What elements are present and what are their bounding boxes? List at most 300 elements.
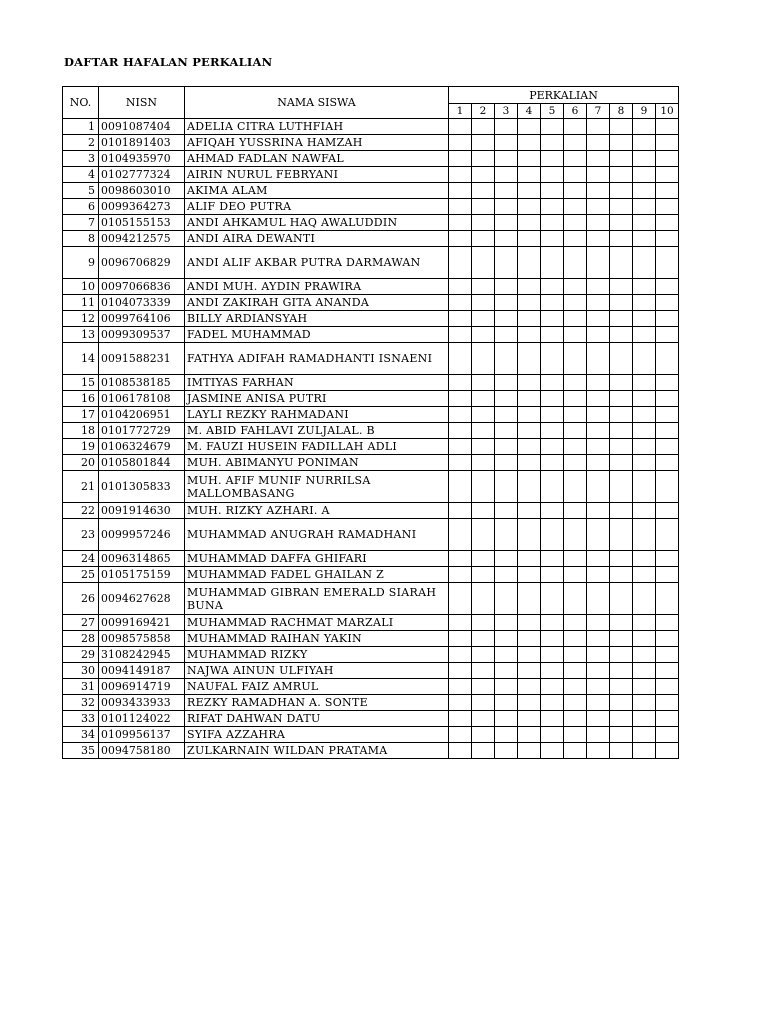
multiplication-check-cell-6[interactable] (564, 567, 587, 583)
multiplication-check-cell-10[interactable] (656, 231, 679, 247)
multiplication-check-cell-9[interactable] (633, 247, 656, 279)
multiplication-check-cell-7[interactable] (587, 295, 610, 311)
multiplication-check-cell-2[interactable] (472, 743, 495, 759)
multiplication-check-cell-6[interactable] (564, 455, 587, 471)
multiplication-check-cell-1[interactable] (449, 647, 472, 663)
multiplication-check-cell-9[interactable] (633, 343, 656, 375)
multiplication-check-cell-8[interactable] (610, 647, 633, 663)
multiplication-check-cell-10[interactable] (656, 503, 679, 519)
multiplication-check-cell-3[interactable] (495, 631, 518, 647)
multiplication-check-cell-4[interactable] (518, 119, 541, 135)
multiplication-check-cell-6[interactable] (564, 327, 587, 343)
multiplication-check-cell-5[interactable] (541, 471, 564, 503)
multiplication-check-cell-4[interactable] (518, 231, 541, 247)
multiplication-check-cell-3[interactable] (495, 471, 518, 503)
multiplication-check-cell-4[interactable] (518, 279, 541, 295)
multiplication-check-cell-8[interactable] (610, 663, 633, 679)
multiplication-check-cell-6[interactable] (564, 311, 587, 327)
multiplication-check-cell-7[interactable] (587, 695, 610, 711)
multiplication-check-cell-8[interactable] (610, 551, 633, 567)
multiplication-check-cell-10[interactable] (656, 711, 679, 727)
multiplication-check-cell-10[interactable] (656, 583, 679, 615)
multiplication-check-cell-3[interactable] (495, 455, 518, 471)
multiplication-check-cell-5[interactable] (541, 199, 564, 215)
multiplication-check-cell-8[interactable] (610, 439, 633, 455)
multiplication-check-cell-5[interactable] (541, 375, 564, 391)
multiplication-check-cell-10[interactable] (656, 295, 679, 311)
multiplication-check-cell-9[interactable] (633, 567, 656, 583)
multiplication-check-cell-9[interactable] (633, 199, 656, 215)
multiplication-check-cell-7[interactable] (587, 455, 610, 471)
multiplication-check-cell-1[interactable] (449, 167, 472, 183)
multiplication-check-cell-10[interactable] (656, 199, 679, 215)
multiplication-check-cell-1[interactable] (449, 663, 472, 679)
multiplication-check-cell-2[interactable] (472, 727, 495, 743)
multiplication-check-cell-6[interactable] (564, 135, 587, 151)
multiplication-check-cell-8[interactable] (610, 503, 633, 519)
multiplication-check-cell-8[interactable] (610, 519, 633, 551)
multiplication-check-cell-7[interactable] (587, 711, 610, 727)
multiplication-check-cell-3[interactable] (495, 119, 518, 135)
multiplication-check-cell-10[interactable] (656, 743, 679, 759)
multiplication-check-cell-10[interactable] (656, 279, 679, 295)
multiplication-check-cell-10[interactable] (656, 647, 679, 663)
multiplication-check-cell-7[interactable] (587, 647, 610, 663)
multiplication-check-cell-7[interactable] (587, 503, 610, 519)
multiplication-check-cell-1[interactable] (449, 199, 472, 215)
multiplication-check-cell-7[interactable] (587, 279, 610, 295)
multiplication-check-cell-9[interactable] (633, 519, 656, 551)
multiplication-check-cell-4[interactable] (518, 167, 541, 183)
multiplication-check-cell-6[interactable] (564, 151, 587, 167)
multiplication-check-cell-7[interactable] (587, 727, 610, 743)
multiplication-check-cell-5[interactable] (541, 551, 564, 567)
multiplication-check-cell-5[interactable] (541, 167, 564, 183)
multiplication-check-cell-10[interactable] (656, 135, 679, 151)
multiplication-check-cell-2[interactable] (472, 567, 495, 583)
multiplication-check-cell-6[interactable] (564, 551, 587, 567)
multiplication-check-cell-5[interactable] (541, 695, 564, 711)
multiplication-check-cell-1[interactable] (449, 583, 472, 615)
multiplication-check-cell-2[interactable] (472, 695, 495, 711)
multiplication-check-cell-5[interactable] (541, 135, 564, 151)
multiplication-check-cell-9[interactable] (633, 647, 656, 663)
multiplication-check-cell-4[interactable] (518, 711, 541, 727)
multiplication-check-cell-6[interactable] (564, 679, 587, 695)
multiplication-check-cell-9[interactable] (633, 551, 656, 567)
multiplication-check-cell-1[interactable] (449, 119, 472, 135)
multiplication-check-cell-7[interactable] (587, 215, 610, 231)
multiplication-check-cell-7[interactable] (587, 343, 610, 375)
multiplication-check-cell-6[interactable] (564, 471, 587, 503)
multiplication-check-cell-8[interactable] (610, 679, 633, 695)
multiplication-check-cell-8[interactable] (610, 247, 633, 279)
multiplication-check-cell-7[interactable] (587, 167, 610, 183)
multiplication-check-cell-4[interactable] (518, 471, 541, 503)
multiplication-check-cell-4[interactable] (518, 327, 541, 343)
multiplication-check-cell-6[interactable] (564, 663, 587, 679)
multiplication-check-cell-8[interactable] (610, 391, 633, 407)
multiplication-check-cell-7[interactable] (587, 567, 610, 583)
multiplication-check-cell-3[interactable] (495, 423, 518, 439)
multiplication-check-cell-6[interactable] (564, 519, 587, 551)
multiplication-check-cell-5[interactable] (541, 679, 564, 695)
multiplication-check-cell-1[interactable] (449, 631, 472, 647)
multiplication-check-cell-7[interactable] (587, 471, 610, 503)
multiplication-check-cell-1[interactable] (449, 519, 472, 551)
multiplication-check-cell-3[interactable] (495, 743, 518, 759)
multiplication-check-cell-2[interactable] (472, 279, 495, 295)
multiplication-check-cell-4[interactable] (518, 407, 541, 423)
multiplication-check-cell-9[interactable] (633, 679, 656, 695)
multiplication-check-cell-5[interactable] (541, 247, 564, 279)
multiplication-check-cell-1[interactable] (449, 151, 472, 167)
multiplication-check-cell-10[interactable] (656, 167, 679, 183)
multiplication-check-cell-4[interactable] (518, 503, 541, 519)
multiplication-check-cell-8[interactable] (610, 151, 633, 167)
multiplication-check-cell-1[interactable] (449, 407, 472, 423)
multiplication-check-cell-1[interactable] (449, 727, 472, 743)
multiplication-check-cell-9[interactable] (633, 743, 656, 759)
multiplication-check-cell-6[interactable] (564, 503, 587, 519)
multiplication-check-cell-4[interactable] (518, 295, 541, 311)
multiplication-check-cell-5[interactable] (541, 279, 564, 295)
multiplication-check-cell-2[interactable] (472, 471, 495, 503)
multiplication-check-cell-7[interactable] (587, 519, 610, 551)
multiplication-check-cell-2[interactable] (472, 167, 495, 183)
multiplication-check-cell-4[interactable] (518, 439, 541, 455)
multiplication-check-cell-1[interactable] (449, 375, 472, 391)
multiplication-check-cell-9[interactable] (633, 151, 656, 167)
multiplication-check-cell-4[interactable] (518, 679, 541, 695)
multiplication-check-cell-10[interactable] (656, 663, 679, 679)
multiplication-check-cell-5[interactable] (541, 183, 564, 199)
multiplication-check-cell-7[interactable] (587, 119, 610, 135)
multiplication-check-cell-7[interactable] (587, 247, 610, 279)
multiplication-check-cell-1[interactable] (449, 503, 472, 519)
multiplication-check-cell-10[interactable] (656, 423, 679, 439)
multiplication-check-cell-1[interactable] (449, 471, 472, 503)
multiplication-check-cell-9[interactable] (633, 471, 656, 503)
multiplication-check-cell-2[interactable] (472, 503, 495, 519)
multiplication-check-cell-8[interactable] (610, 311, 633, 327)
multiplication-check-cell-5[interactable] (541, 151, 564, 167)
multiplication-check-cell-5[interactable] (541, 455, 564, 471)
multiplication-check-cell-6[interactable] (564, 199, 587, 215)
multiplication-check-cell-5[interactable] (541, 311, 564, 327)
multiplication-check-cell-8[interactable] (610, 631, 633, 647)
multiplication-check-cell-7[interactable] (587, 407, 610, 423)
multiplication-check-cell-6[interactable] (564, 743, 587, 759)
multiplication-check-cell-5[interactable] (541, 727, 564, 743)
multiplication-check-cell-10[interactable] (656, 119, 679, 135)
multiplication-check-cell-3[interactable] (495, 183, 518, 199)
multiplication-check-cell-7[interactable] (587, 743, 610, 759)
multiplication-check-cell-10[interactable] (656, 551, 679, 567)
multiplication-check-cell-10[interactable] (656, 471, 679, 503)
multiplication-check-cell-1[interactable] (449, 135, 472, 151)
multiplication-check-cell-8[interactable] (610, 215, 633, 231)
multiplication-check-cell-1[interactable] (449, 567, 472, 583)
multiplication-check-cell-8[interactable] (610, 199, 633, 215)
multiplication-check-cell-2[interactable] (472, 663, 495, 679)
multiplication-check-cell-2[interactable] (472, 135, 495, 151)
multiplication-check-cell-7[interactable] (587, 327, 610, 343)
multiplication-check-cell-3[interactable] (495, 519, 518, 551)
multiplication-check-cell-2[interactable] (472, 455, 495, 471)
multiplication-check-cell-3[interactable] (495, 695, 518, 711)
multiplication-check-cell-9[interactable] (633, 663, 656, 679)
multiplication-check-cell-2[interactable] (472, 631, 495, 647)
multiplication-check-cell-8[interactable] (610, 615, 633, 631)
multiplication-check-cell-6[interactable] (564, 439, 587, 455)
multiplication-check-cell-3[interactable] (495, 247, 518, 279)
multiplication-check-cell-2[interactable] (472, 119, 495, 135)
multiplication-check-cell-5[interactable] (541, 503, 564, 519)
multiplication-check-cell-2[interactable] (472, 199, 495, 215)
multiplication-check-cell-4[interactable] (518, 199, 541, 215)
multiplication-check-cell-4[interactable] (518, 183, 541, 199)
multiplication-check-cell-10[interactable] (656, 727, 679, 743)
multiplication-check-cell-10[interactable] (656, 375, 679, 391)
multiplication-check-cell-3[interactable] (495, 151, 518, 167)
multiplication-check-cell-6[interactable] (564, 423, 587, 439)
multiplication-check-cell-4[interactable] (518, 663, 541, 679)
multiplication-check-cell-10[interactable] (656, 567, 679, 583)
multiplication-check-cell-2[interactable] (472, 231, 495, 247)
multiplication-check-cell-5[interactable] (541, 119, 564, 135)
multiplication-check-cell-1[interactable] (449, 295, 472, 311)
multiplication-check-cell-5[interactable] (541, 647, 564, 663)
multiplication-check-cell-1[interactable] (449, 183, 472, 199)
multiplication-check-cell-9[interactable] (633, 711, 656, 727)
multiplication-check-cell-6[interactable] (564, 647, 587, 663)
multiplication-check-cell-10[interactable] (656, 327, 679, 343)
multiplication-check-cell-6[interactable] (564, 295, 587, 311)
multiplication-check-cell-6[interactable] (564, 727, 587, 743)
multiplication-check-cell-2[interactable] (472, 327, 495, 343)
multiplication-check-cell-6[interactable] (564, 407, 587, 423)
multiplication-check-cell-3[interactable] (495, 503, 518, 519)
multiplication-check-cell-4[interactable] (518, 375, 541, 391)
multiplication-check-cell-2[interactable] (472, 295, 495, 311)
multiplication-check-cell-7[interactable] (587, 135, 610, 151)
multiplication-check-cell-8[interactable] (610, 295, 633, 311)
multiplication-check-cell-1[interactable] (449, 551, 472, 567)
multiplication-check-cell-3[interactable] (495, 679, 518, 695)
multiplication-check-cell-2[interactable] (472, 679, 495, 695)
multiplication-check-cell-5[interactable] (541, 663, 564, 679)
multiplication-check-cell-1[interactable] (449, 247, 472, 279)
multiplication-check-cell-9[interactable] (633, 375, 656, 391)
multiplication-check-cell-2[interactable] (472, 423, 495, 439)
multiplication-check-cell-5[interactable] (541, 295, 564, 311)
multiplication-check-cell-2[interactable] (472, 375, 495, 391)
multiplication-check-cell-3[interactable] (495, 199, 518, 215)
multiplication-check-cell-4[interactable] (518, 215, 541, 231)
multiplication-check-cell-3[interactable] (495, 343, 518, 375)
multiplication-check-cell-4[interactable] (518, 151, 541, 167)
multiplication-check-cell-3[interactable] (495, 727, 518, 743)
multiplication-check-cell-1[interactable] (449, 343, 472, 375)
multiplication-check-cell-7[interactable] (587, 615, 610, 631)
multiplication-check-cell-9[interactable] (633, 183, 656, 199)
multiplication-check-cell-5[interactable] (541, 343, 564, 375)
multiplication-check-cell-8[interactable] (610, 231, 633, 247)
multiplication-check-cell-7[interactable] (587, 231, 610, 247)
multiplication-check-cell-1[interactable] (449, 327, 472, 343)
multiplication-check-cell-6[interactable] (564, 215, 587, 231)
multiplication-check-cell-7[interactable] (587, 551, 610, 567)
multiplication-check-cell-4[interactable] (518, 455, 541, 471)
multiplication-check-cell-7[interactable] (587, 151, 610, 167)
multiplication-check-cell-9[interactable] (633, 279, 656, 295)
multiplication-check-cell-3[interactable] (495, 135, 518, 151)
multiplication-check-cell-5[interactable] (541, 231, 564, 247)
multiplication-check-cell-6[interactable] (564, 583, 587, 615)
multiplication-check-cell-4[interactable] (518, 391, 541, 407)
multiplication-check-cell-5[interactable] (541, 439, 564, 455)
multiplication-check-cell-8[interactable] (610, 423, 633, 439)
multiplication-check-cell-6[interactable] (564, 375, 587, 391)
multiplication-check-cell-1[interactable] (449, 311, 472, 327)
multiplication-check-cell-4[interactable] (518, 647, 541, 663)
multiplication-check-cell-2[interactable] (472, 247, 495, 279)
multiplication-check-cell-8[interactable] (610, 183, 633, 199)
multiplication-check-cell-10[interactable] (656, 215, 679, 231)
multiplication-check-cell-9[interactable] (633, 119, 656, 135)
multiplication-check-cell-8[interactable] (610, 167, 633, 183)
multiplication-check-cell-3[interactable] (495, 295, 518, 311)
multiplication-check-cell-2[interactable] (472, 343, 495, 375)
multiplication-check-cell-10[interactable] (656, 407, 679, 423)
multiplication-check-cell-3[interactable] (495, 583, 518, 615)
multiplication-check-cell-8[interactable] (610, 455, 633, 471)
multiplication-check-cell-1[interactable] (449, 215, 472, 231)
multiplication-check-cell-7[interactable] (587, 311, 610, 327)
multiplication-check-cell-7[interactable] (587, 583, 610, 615)
multiplication-check-cell-2[interactable] (472, 183, 495, 199)
multiplication-check-cell-7[interactable] (587, 199, 610, 215)
multiplication-check-cell-3[interactable] (495, 567, 518, 583)
multiplication-check-cell-2[interactable] (472, 407, 495, 423)
multiplication-check-cell-8[interactable] (610, 279, 633, 295)
multiplication-check-cell-1[interactable] (449, 391, 472, 407)
multiplication-check-cell-8[interactable] (610, 695, 633, 711)
multiplication-check-cell-2[interactable] (472, 151, 495, 167)
multiplication-check-cell-9[interactable] (633, 615, 656, 631)
multiplication-check-cell-6[interactable] (564, 183, 587, 199)
multiplication-check-cell-8[interactable] (610, 711, 633, 727)
multiplication-check-cell-7[interactable] (587, 183, 610, 199)
multiplication-check-cell-6[interactable] (564, 711, 587, 727)
multiplication-check-cell-10[interactable] (656, 439, 679, 455)
multiplication-check-cell-9[interactable] (633, 135, 656, 151)
multiplication-check-cell-3[interactable] (495, 711, 518, 727)
multiplication-check-cell-9[interactable] (633, 167, 656, 183)
multiplication-check-cell-5[interactable] (541, 615, 564, 631)
multiplication-check-cell-6[interactable] (564, 279, 587, 295)
multiplication-check-cell-4[interactable] (518, 631, 541, 647)
multiplication-check-cell-3[interactable] (495, 327, 518, 343)
multiplication-check-cell-2[interactable] (472, 439, 495, 455)
multiplication-check-cell-3[interactable] (495, 551, 518, 567)
multiplication-check-cell-1[interactable] (449, 615, 472, 631)
multiplication-check-cell-3[interactable] (495, 663, 518, 679)
multiplication-check-cell-9[interactable] (633, 583, 656, 615)
multiplication-check-cell-4[interactable] (518, 695, 541, 711)
multiplication-check-cell-3[interactable] (495, 647, 518, 663)
multiplication-check-cell-4[interactable] (518, 247, 541, 279)
multiplication-check-cell-5[interactable] (541, 407, 564, 423)
multiplication-check-cell-6[interactable] (564, 231, 587, 247)
multiplication-check-cell-8[interactable] (610, 471, 633, 503)
multiplication-check-cell-2[interactable] (472, 647, 495, 663)
multiplication-check-cell-3[interactable] (495, 439, 518, 455)
multiplication-check-cell-7[interactable] (587, 631, 610, 647)
multiplication-check-cell-5[interactable] (541, 631, 564, 647)
multiplication-check-cell-5[interactable] (541, 423, 564, 439)
multiplication-check-cell-1[interactable] (449, 279, 472, 295)
multiplication-check-cell-5[interactable] (541, 711, 564, 727)
multiplication-check-cell-9[interactable] (633, 503, 656, 519)
multiplication-check-cell-4[interactable] (518, 135, 541, 151)
multiplication-check-cell-1[interactable] (449, 439, 472, 455)
multiplication-check-cell-4[interactable] (518, 615, 541, 631)
multiplication-check-cell-2[interactable] (472, 311, 495, 327)
multiplication-check-cell-1[interactable] (449, 423, 472, 439)
multiplication-check-cell-3[interactable] (495, 215, 518, 231)
multiplication-check-cell-7[interactable] (587, 375, 610, 391)
multiplication-check-cell-9[interactable] (633, 231, 656, 247)
multiplication-check-cell-7[interactable] (587, 423, 610, 439)
multiplication-check-cell-3[interactable] (495, 231, 518, 247)
multiplication-check-cell-7[interactable] (587, 663, 610, 679)
multiplication-check-cell-2[interactable] (472, 391, 495, 407)
multiplication-check-cell-8[interactable] (610, 583, 633, 615)
multiplication-check-cell-6[interactable] (564, 391, 587, 407)
multiplication-check-cell-2[interactable] (472, 583, 495, 615)
multiplication-check-cell-6[interactable] (564, 343, 587, 375)
multiplication-check-cell-10[interactable] (656, 343, 679, 375)
multiplication-check-cell-2[interactable] (472, 711, 495, 727)
multiplication-check-cell-4[interactable] (518, 567, 541, 583)
multiplication-check-cell-1[interactable] (449, 743, 472, 759)
multiplication-check-cell-5[interactable] (541, 743, 564, 759)
multiplication-check-cell-10[interactable] (656, 311, 679, 327)
multiplication-check-cell-7[interactable] (587, 439, 610, 455)
multiplication-check-cell-1[interactable] (449, 711, 472, 727)
multiplication-check-cell-8[interactable] (610, 375, 633, 391)
multiplication-check-cell-1[interactable] (449, 231, 472, 247)
multiplication-check-cell-2[interactable] (472, 615, 495, 631)
multiplication-check-cell-5[interactable] (541, 583, 564, 615)
multiplication-check-cell-9[interactable] (633, 631, 656, 647)
multiplication-check-cell-4[interactable] (518, 423, 541, 439)
multiplication-check-cell-8[interactable] (610, 743, 633, 759)
multiplication-check-cell-4[interactable] (518, 727, 541, 743)
multiplication-check-cell-8[interactable] (610, 343, 633, 375)
multiplication-check-cell-3[interactable] (495, 375, 518, 391)
multiplication-check-cell-3[interactable] (495, 167, 518, 183)
multiplication-check-cell-6[interactable] (564, 695, 587, 711)
multiplication-check-cell-10[interactable] (656, 519, 679, 551)
multiplication-check-cell-8[interactable] (610, 567, 633, 583)
multiplication-check-cell-2[interactable] (472, 215, 495, 231)
multiplication-check-cell-5[interactable] (541, 567, 564, 583)
multiplication-check-cell-9[interactable] (633, 455, 656, 471)
multiplication-check-cell-6[interactable] (564, 615, 587, 631)
